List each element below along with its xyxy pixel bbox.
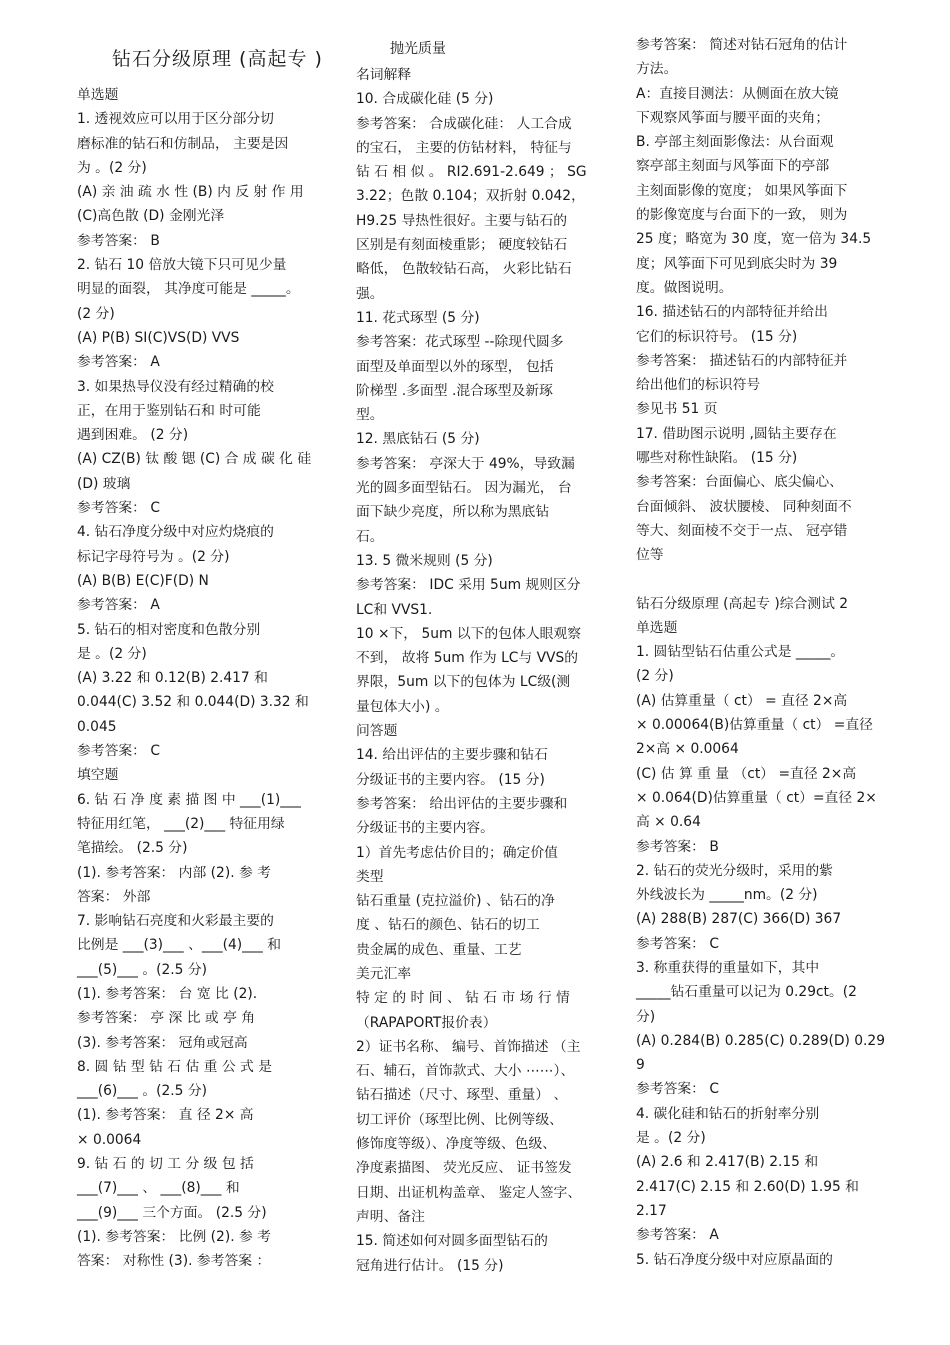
text-line: 的宝石， 主要的仿钻材料， 特征与 [356, 139, 572, 156]
text-line: 声明、备注 [356, 1208, 425, 1225]
text-line: 2×高 × 0.0064 [636, 741, 739, 758]
text-line: 主刻面影像的宽度； 如果风筝面下 [636, 182, 848, 199]
text-line: 冠角进行估计。 (15 分) [356, 1257, 504, 1274]
text-line: 不到， 故将 5um 作为 LC与 VVS的 [356, 650, 579, 667]
text-line: (1). 参考答案： 内部 (2). 参 考 [77, 864, 271, 881]
text-line: (2 分) [636, 668, 674, 685]
text-line: (A) CZ(B) 钛 酸 锶 (C) 合 成 碳 化 硅 [77, 451, 312, 468]
text-line: B. 亭部主刻面影像法：从台面观 [636, 134, 834, 151]
text-line: 参考答案： C [77, 500, 161, 517]
text-line: 给出他们的标识符号 [636, 377, 761, 394]
text-line: 参考答案： A [77, 597, 160, 614]
text-line: (A) 288(B) 287(C) 366(D) 367 [636, 911, 842, 928]
text-line: 0.045 [77, 718, 117, 735]
text-line: 1）首先考虑估价目的；确定价值 [356, 844, 558, 861]
text-line: ___(9)___ 三个方面。 (2.5 分) [77, 1204, 267, 1221]
text-line: 名词解释 [356, 67, 412, 83]
text-line: (A) 亲 油 疏 水 性 (B) 内 反 射 作 用 [77, 184, 304, 201]
text-line: 11. 花式琢型 (5 分) [356, 309, 480, 326]
text-line: (3). 参考答案： 冠角或冠高 [77, 1034, 248, 1051]
section-gap [636, 568, 891, 592]
text-line: (C)高色散 (D) 金刚光泽 [77, 208, 225, 225]
text-line: 哪些对称性缺陷。 (15 分) [636, 450, 798, 467]
text-line: 参考答案： C [636, 935, 720, 952]
text-line: (1). 参考答案： 比例 (2). 参 考 [77, 1228, 271, 1245]
text-line: 光的圆多面型钻石。 因为漏光， 台 [356, 480, 572, 497]
text-line: 10. 合成碳化硅 (5 分) [356, 91, 494, 108]
text-line: 7. 影响钻石亮度和火彩最主要的 [77, 913, 274, 930]
text-line: 钻石重量 (克拉溢价) 、钻石的净 [356, 893, 555, 910]
text-line: 方法。 [636, 61, 678, 78]
text-line: ___(5)___ 。(2.5 分) [77, 961, 208, 978]
text-line: 钻石描述（尺寸、琢型、重量） 、 [356, 1087, 568, 1104]
text-line: 分级证书的主要内容。 (15 分) [356, 771, 545, 788]
text-line: 1. 圆钻型钻石估重公式是 _____。 [636, 644, 845, 661]
text-line: 参考答案：花式琢型 --除现代圆多 [356, 334, 564, 351]
text-line: 日期、出证机构盖章、 鉴定人签字、 [356, 1184, 582, 1201]
text-line: 它们的标识符号。 (15 分) [636, 328, 798, 345]
text-line: 明显的面裂， 其净度可能是 _____。 [77, 281, 300, 298]
text-line: 3. 称重获得的重量如下，其中 [636, 959, 820, 976]
text-line: × 0.064(D)估算重量（ ct）=直径 2× [636, 789, 877, 806]
text-line: 单选题 [636, 619, 678, 636]
text-line: 16. 描述钻石的内部特征并给出 [636, 304, 828, 321]
column-left [77, 0, 327, 1274]
text-line: 参考答案： 合成碳化硅： 人工合成 [356, 115, 572, 132]
text-line: 钻 石 相 似 。 RI2.691-2.649 ； SG [356, 164, 587, 181]
text-line: 是 。(2 分) [77, 645, 147, 662]
text-line: 参考答案： 亭 深 比 或 亭 角 [77, 1010, 256, 1027]
text-line: 4. 碳化硅和钻石的折射率分别 [636, 1105, 820, 1122]
text-line: 25 度；略宽为 30 度，宽一倍为 34.5 [636, 231, 872, 248]
text-line: H9.25 导热性很好。主要与钻石的 [356, 212, 568, 229]
text-line: 5. 钻石净度分级中对应原晶面的 [636, 1251, 833, 1268]
text-line: 界限，5um 以下的包体为 LC级(测 [356, 674, 571, 691]
text-line: 的影像宽度与台面下的一致， 则为 [636, 207, 848, 224]
column-middle [356, 0, 611, 1278]
text-line: 笔描绘。 (2.5 分) [77, 840, 188, 857]
text-line: 正，在用于鉴别钻石和 时可能 [77, 402, 261, 419]
text-line: 强。 [356, 285, 384, 302]
text-line: 2）证书名称、 编号、首饰描述 （主 [356, 1038, 581, 1055]
text-line: 略低， 色散较钻石高， 火彩比钻石 [356, 261, 572, 278]
page-title-side: 抛光质量 [390, 41, 446, 57]
text-line: 美元汇率 [356, 965, 412, 982]
text-line: 贵金属的成色、重量、工艺 [356, 941, 522, 958]
text-line: 度。做图说明。 [636, 279, 733, 296]
text-line: 参考答案： C [636, 1081, 720, 1098]
text-line: (1). 参考答案： 台 宽 比 (2). [77, 985, 258, 1002]
column-right [636, 0, 891, 1272]
text-line: 答案： 对称性 (3). 参考答案 ： [77, 1253, 271, 1270]
text-line: 14. 给出评估的主要步骤和钻石 [356, 747, 548, 764]
text-line: (A) 2.6 和 2.417(B) 2.15 和 [636, 1154, 819, 1171]
text-line: (A) B(B) E(C)F(D) N [77, 572, 209, 589]
text-line: 3. 如果热导仪没有经过精确的校 [77, 378, 274, 395]
text-line: 钻石分级原理 (高起专 )综合测试 2 [636, 595, 849, 612]
text-line: 参考答案： C [77, 743, 161, 760]
text-line: 比例是 ___(3)___ 、___(4)___ 和 [77, 937, 282, 954]
text-line: LC和 VVS1. [356, 601, 433, 618]
text-line: 切工评价（琢型比例、比例等级、 [356, 1111, 563, 1128]
text-line: 参考答案： 描述钻石的内部特征并 [636, 352, 848, 369]
text-line: × 0.00064(B)估算重量（ ct） =直径 [636, 717, 873, 734]
text-line: (A) 估算重量（ ct） = 直径 2×高 [636, 692, 848, 709]
text-line: 9. 钻 石 的 切 工 分 级 包 括 [77, 1156, 254, 1173]
text-line: 参考答案： A [77, 354, 160, 371]
text-line: 填空题 [77, 767, 119, 784]
text-line: 问答题 [356, 723, 398, 740]
text-line: 净度素描图、 荧光反应、 证书签发 [356, 1160, 572, 1177]
text-line: 面型及单面型以外的琢型， 包括 [356, 358, 554, 375]
text-line: 石、辅石，首饰款式、大小 ⋯⋯）、 [356, 1063, 575, 1080]
text-line: 5. 钻石的相对密度和色散分别 [77, 621, 261, 638]
text-line: 参考答案： 亭深大于 49%，导致漏 [356, 455, 575, 472]
text-line: 分级证书的主要内容。 [356, 820, 494, 837]
text-line: 特 定 的 时 间 、 钻 石 市 场 行 情 [356, 990, 570, 1007]
text-line: 外线波长为 _____nm。(2 分) [636, 887, 818, 904]
text-line: 量包体大小) 。 [356, 698, 449, 715]
text-line: 参考答案： A [636, 1227, 719, 1244]
text-line: 参考答案：台面偏心、底尖偏心、 [636, 474, 843, 491]
text-line: 参见书 51 页 [636, 401, 718, 418]
text-line: 参考答案： IDC 采用 5um 规则区分 [356, 577, 581, 594]
text-line: 磨标准的钻石和仿制品， 主要是因 [77, 135, 289, 152]
text-line: 4. 钻石净度分级中对应灼烧痕的 [77, 524, 274, 541]
text-line: 区别是有刻面棱重影； 硬度较钻石 [356, 237, 568, 254]
text-line: (C) 估 算 重 量 （ct） =直径 2×高 [636, 765, 857, 782]
text-line: 答案： 外部 [77, 888, 151, 905]
text-line: 3.22；色散 0.104；双折射 0.042， [356, 188, 585, 205]
text-line: 遇到困难。 (2 分) [77, 427, 189, 444]
text-line: 参考答案： B [636, 838, 719, 855]
text-line: 10 ×下， 5um 以下的包体人眼观察 [356, 625, 582, 642]
text-line: × 0.0064 [77, 1131, 142, 1148]
text-line: 参考答案： B [77, 232, 160, 249]
text-line: 石。 [356, 528, 384, 545]
text-line: ___(7)___ 、 ___(8)___ 和 [77, 1180, 240, 1197]
text-line: 阶梯型 .多面型 .混合琢型及新琢 [356, 382, 553, 399]
text-line: 为 。(2 分) [77, 159, 147, 176]
text-line: (A) P(B) SI(C)VS(D) VVS [77, 329, 240, 346]
text-line: 2. 钻石的荧光分级时，采用的紫 [636, 862, 833, 879]
text-line: 分) [636, 1008, 656, 1025]
text-line: 型。 [356, 407, 384, 424]
text-line: 度 、钻石的颜色、钻石的切工 [356, 917, 540, 934]
text-line: （RAPAPORT报价表） [356, 1014, 497, 1031]
text-line: 修饰度等级）、净度等级、色级、 [356, 1136, 557, 1153]
page-title: 钻石分级原理 (高起专 ) [112, 48, 323, 70]
text-line: 面下缺少亮度，所以称为黑底钻 [356, 504, 550, 521]
text-line: (A) 0.284(B) 0.285(C) 0.289(D) 0.29 [636, 1032, 885, 1049]
text-line: 8. 圆 钻 型 钻 石 估 重 公 式 是 [77, 1058, 272, 1075]
column-right-test2 [636, 592, 891, 1272]
text-line: 9 [636, 1057, 645, 1074]
text-line: 15. 简述如何对圆多面型钻石的 [356, 1233, 548, 1250]
text-line: A：直接目测法：从侧面在放大镜 [636, 85, 839, 102]
text-line: 6. 钻 石 净 度 素 描 图 中 ___(1)___ [77, 791, 301, 808]
text-line: 是 。(2 分) [636, 1130, 706, 1147]
text-line: (1). 参考答案： 直 径 2× 高 [77, 1107, 254, 1124]
text-line: 2. 钻石 10 倍放大镜下只可见少量 [77, 257, 287, 274]
text-line: 位等 [636, 547, 664, 564]
text-line: 台面倾斜、 波状腰棱、 同种刻面不 [636, 498, 852, 515]
text-line: (D) 玻璃 [77, 475, 131, 492]
text-line: 2.17 [636, 1202, 667, 1219]
text-line: 特征用红笔， ___(2)___ 特征用绿 [77, 815, 285, 832]
text-line: 察亭部主刻面与风筝面下的亭部 [636, 158, 830, 175]
text-line: 12. 黑底钻石 (5 分) [356, 431, 480, 448]
text-line: 参考答案： 给出评估的主要步骤和 [356, 795, 568, 812]
text-line: 等大、刻面棱不交于一点、 冠亭错 [636, 522, 848, 539]
column-right-answers [636, 33, 891, 568]
text-line: _____钻石重量可以记为 0.29ct。(2 [636, 984, 857, 1001]
text-line: 13. 5 微米规则 (5 分) [356, 552, 493, 569]
text-line: (A) 3.22 和 0.12(B) 2.417 和 [77, 670, 268, 687]
text-line: 类型 [356, 868, 384, 885]
text-line: 17. 借助图示说明 ,圆钻主要存在 [636, 425, 837, 442]
text-line: 单选题 [77, 87, 119, 103]
text-line: 2.417(C) 2.15 和 2.60(D) 1.95 和 [636, 1178, 859, 1195]
text-line: (2 分) [77, 305, 115, 322]
text-line: 度；风筝面下可见到底尖时为 39 [636, 255, 838, 272]
text-line: 高 × 0.64 [636, 814, 701, 831]
text-line: 参考答案： 简述对钻石冠角的估计 [636, 37, 848, 53]
text-line: 下观察风筝面与腰平面的夹角； [636, 109, 830, 126]
text-line: 标记字母符号为 。(2 分) [77, 548, 230, 565]
text-line: 1. 透视效应可以用于区分部分切 [77, 111, 274, 128]
text-line: 0.044(C) 3.52 和 0.044(D) 3.32 和 [77, 694, 309, 711]
text-line: ___(6)___ 。(2.5 分) [77, 1083, 208, 1100]
